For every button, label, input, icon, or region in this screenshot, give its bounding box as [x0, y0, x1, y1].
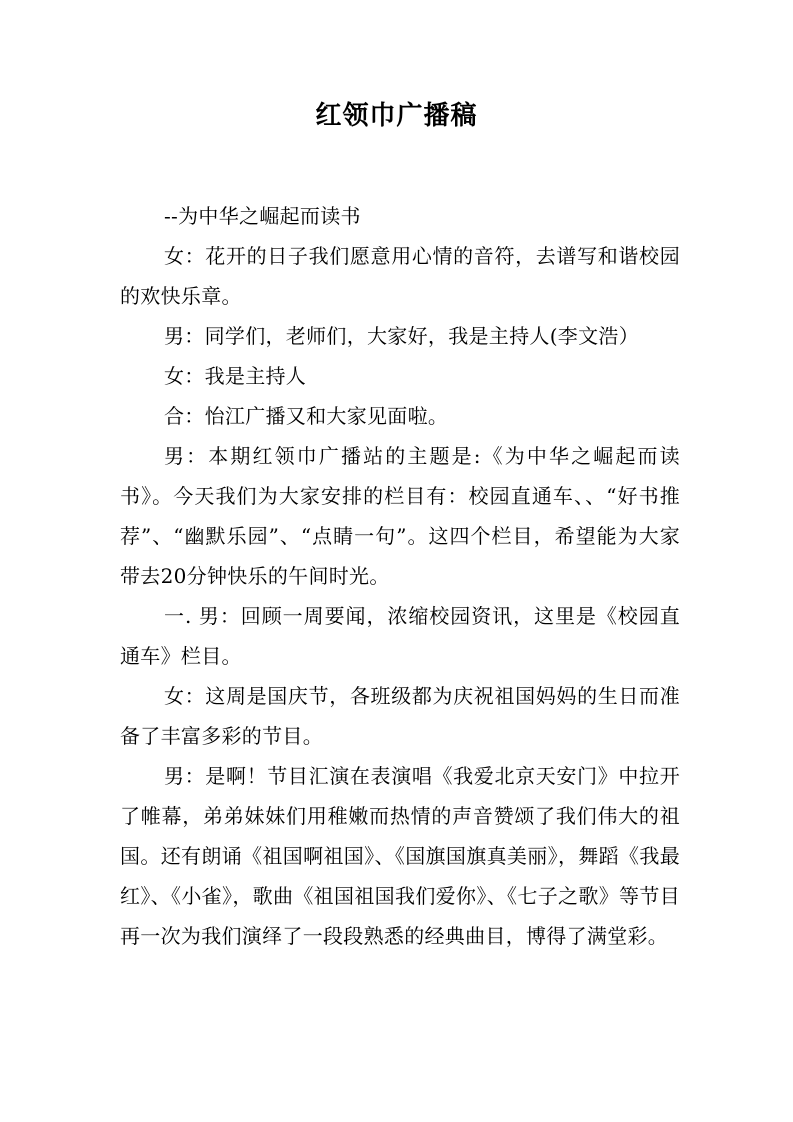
paragraph: 男：同学们，老师们，大家好，我是主持人(李文浩）	[164, 324, 640, 348]
paragraph: 女：花开的日子我们愿意用心情的音符，去谱写和谐校园的欢快乐章。	[120, 244, 680, 308]
paragraph: 女：我是主持人	[164, 364, 307, 388]
paragraph: 女：这周是国庆节，各班级都为庆祝祖国妈妈的生日而准备了丰富多彩的节目。	[120, 684, 680, 748]
paragraph: 男：本期红领巾广播站的主题是:《为中华之崛起而读书》。今天我们为大家安排的栏目有：校园直通车、、“好书推荐”、“幽默乐园”、“点睛一句”。这四个栏目，希望能为大家带去20分钟快乐的午间时光。	[120, 444, 680, 588]
paragraph: 合：怡江广播又和大家见面啦。	[164, 404, 449, 428]
paragraph: 男：是啊！节目汇演在表演唱《我爱北京天安门》中拉开了帷幕，弟弟妹妹们用稚嫩而热情的声音赞颂了我们伟大的祖国。还有朗诵《祖国啊祖国》、《国旗国旗真美丽》，舞蹈《我最红》、《小雀》，歌曲《祖国祖国我们爱你》、《七子之歌》等节目再一次为我们演绎了一段段熟悉的经典曲目，博得了满堂彩。	[120, 764, 680, 948]
paragraph-subtitle: --为中华之崛起而读书	[164, 204, 361, 228]
document-title: 红领巾广播稿	[315, 101, 478, 131]
document-body	[120, 196, 680, 956]
paragraph: 一. 男：回顾一周要闻，浓缩校园资讯，这里是《校园直通车》栏目。	[120, 604, 680, 668]
